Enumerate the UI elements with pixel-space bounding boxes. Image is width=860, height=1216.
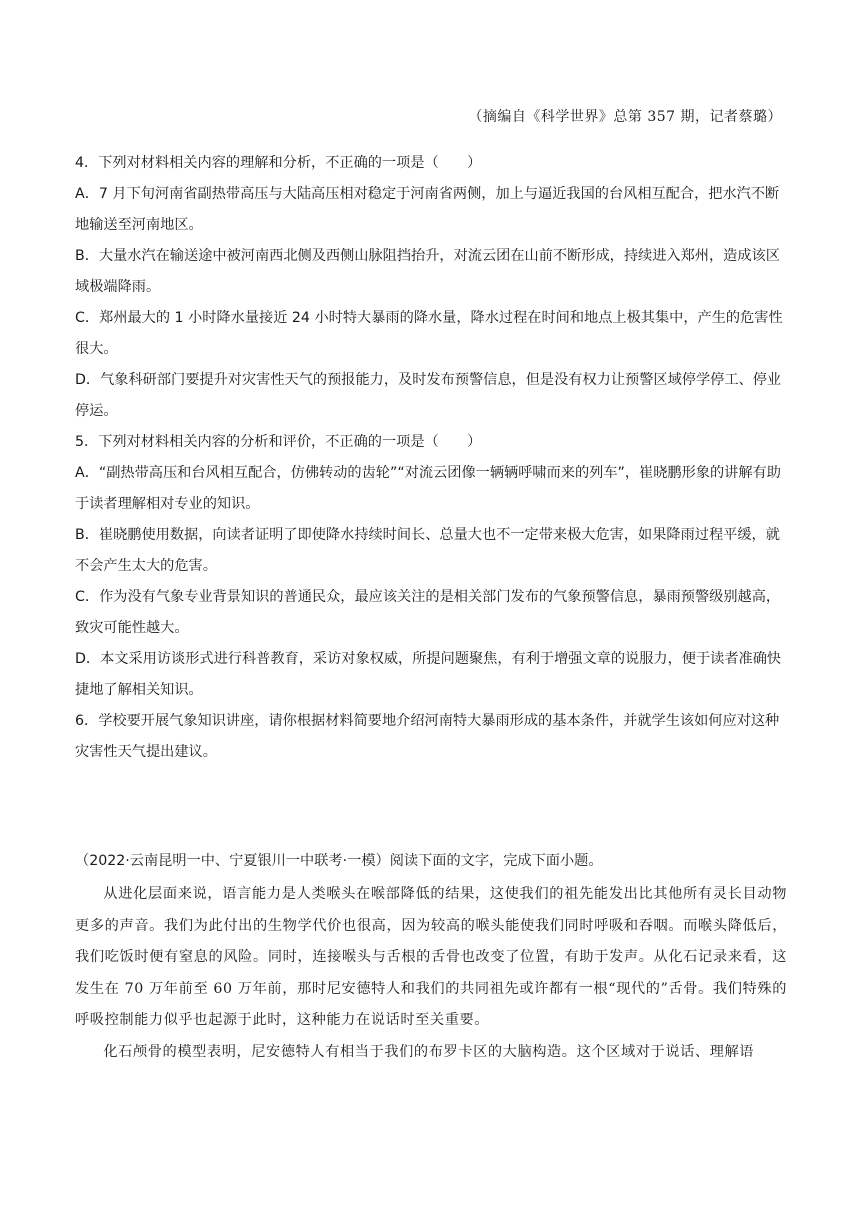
question-4-option-a: A．7 月下旬河南省副热带高压与大陆高压相对稳定于河南省两侧，加上与逼近我国的台风相互配合，把水汽不断地输送至河南地区。 [75,186,780,233]
passage-paragraph: 化石颅骨的模型表明，尼安德特人有相当于我们的布罗卡区的大脑构造。这个区域对于说话、理解语 [103,1043,755,1060]
question-5-option-a: A．“副热带高压和台风相互配合，仿佛转动的齿轮”“对流云团像一辆辆呼啸而来的列车”，崔晓鹏形象的讲解有助于读者理解相对专业的知识。 [75,465,781,512]
source-citation: （摘编自《科学世界》总第 357 期，记者蔡璐） [468,109,782,125]
passage-paragraph: 从进化层面来说，语言能力是人类喉头在喉部降低的结果，这使我们的祖先能发出比其他所有灵长目动物更多的声音。我们为此付出的生物学代价也很高，因为较高的喉头能使我们同时呼吸和吞咽。而喉头降低后，我们吃饭时便有窒息的风险。同时，连接喉头与舌根的舌骨也改变了位置，有助于发声。从化石记录来看，这发生在 70 万年前至 60 万年前，那时尼安德特人和我们的共同祖先或许都有一根“现代的”舌骨。我们特殊的呼吸控制能力似乎也起源于此时，这种能力在说话时至关重要。 [75,886,787,1028]
question-list [75,148,787,768]
question-6-stem: 6．学校要开展气象知识讲座，请你根据材料简要地介绍河南特大暴雨形成的基本条件，并就学生该如何应对这种灾害性天气提出建议。 [75,713,780,760]
question-5-stem: 5．下列对材料相关内容的分析和评价，不正确的一项是（ ） [75,434,482,450]
question-5-option-c: C．作为没有气象专业背景知识的普通民众，最应该关注的是相关部门发布的气象预警信息，暴雨预警级别越高，致灾可能性越大。 [75,589,781,636]
section-intro: （2022·云南昆明一中、宁夏银川一中联考·一模）阅读下面的文字，完成下面小题。 [75,853,603,869]
question-4-option-d: D．气象科研部门要提升对灾害性天气的预报能力，及时发布预警信息，但是没有权力让预警区域停学停工、停业停运。 [75,372,782,419]
question-5-option-b: B．崔晓鹏使用数据，向读者证明了即使降水持续时间长、总量大也不一定带来极大危害，如果降雨过程平缓，就不会产生太大的危害。 [75,527,780,574]
question-4-option-c: C．郑州最大的 1 小时降水量接近 24 小时特大暴雨的降水量，降水过程在时间和地点上极其集中，产生的危害性很大。 [75,310,783,357]
question-4-stem: 4．下列对材料相关内容的理解和分析，不正确的一项是（ ） [75,155,482,171]
reading-passage [75,879,787,1068]
question-4-option-b: B．大量水汽在输送途中被河南西北侧及西侧山脉阻挡抬升，对流云团在山前不断形成，持续进入郑州，造成该区域极端降雨。 [75,248,780,295]
question-5-option-d: D．本文采用访谈形式进行科普教育，采访对象权威，所提问题聚焦，有利于增强文章的说服力，便于读者准确快捷地了解相关知识。 [75,651,782,698]
